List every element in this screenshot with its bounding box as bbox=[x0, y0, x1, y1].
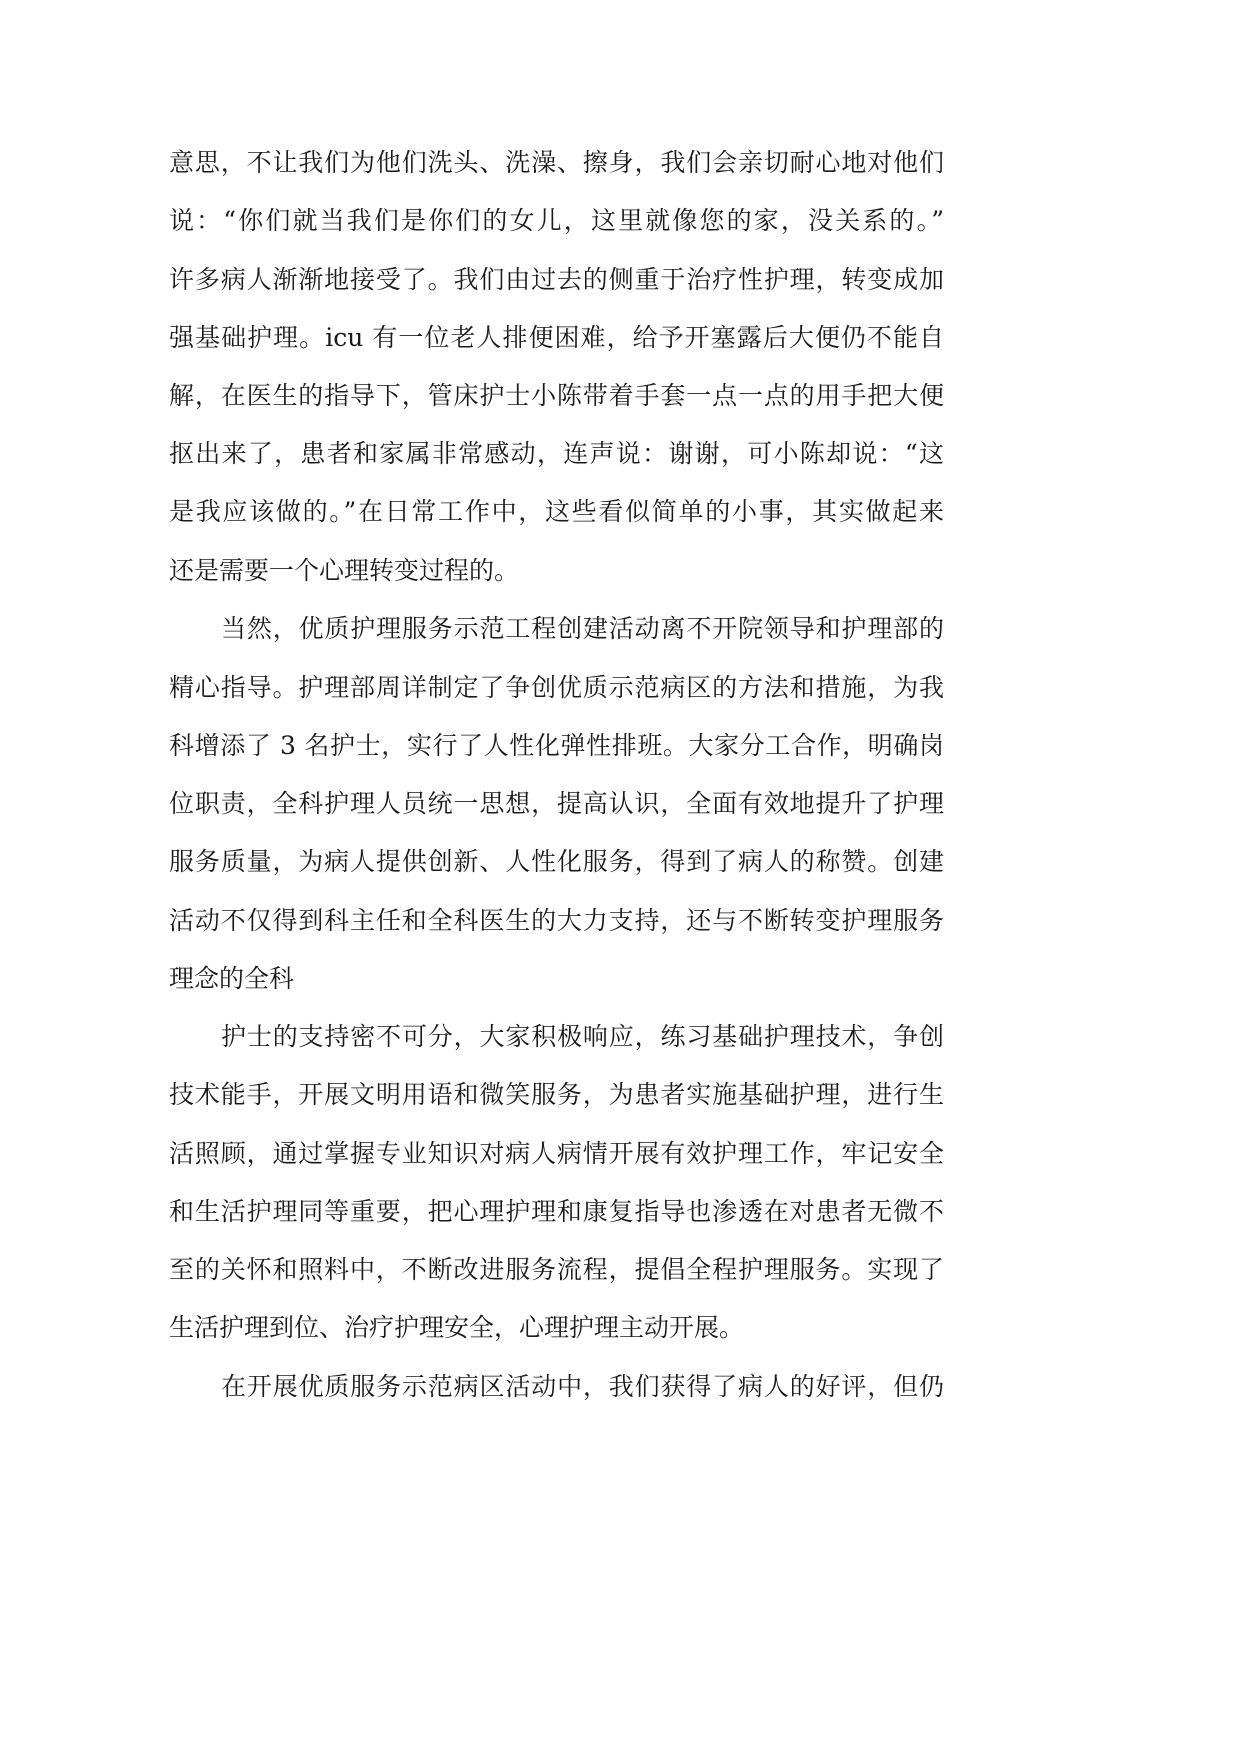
text-line: 活照顾，通过掌握专业知识对病人病情开展有效护理工作，牢记安全 bbox=[169, 1139, 944, 1168]
text-line: 生活护理到位、治疗护理安全，心理护理主动开展。 bbox=[169, 1313, 745, 1342]
text-line: 理念的全科 bbox=[169, 964, 295, 993]
text-line: 至的关怀和照料中，不断改进服务流程，提倡全程护理服务。实现了 bbox=[169, 1255, 944, 1284]
paragraph-first-line: 护士的支持密不可分，大家积极响应，练习基础护理技术，争创 bbox=[221, 1022, 944, 1051]
text-line: 许多病人渐渐地接受了。我们由过去的侧重于治疗性护理，转变成加 bbox=[169, 265, 944, 294]
text-line: 位职责，全科护理人员统一思想，提高认识，全面有效地提升了护理 bbox=[169, 789, 944, 818]
text-line: 服务质量，为病人提供创新、人性化服务，得到了病人的称赞。创建 bbox=[169, 847, 944, 876]
text-line: 科增添了 3 名护士，实行了人性化弹性排班。大家分工合作，明确岗 bbox=[169, 731, 944, 760]
paragraph-first-line: 在开展优质服务示范病区活动中，我们获得了病人的好评，但仍 bbox=[221, 1372, 944, 1401]
text-line: 活动不仅得到科主任和全科医生的大力支持，还与不断转变护理服务 bbox=[169, 906, 944, 935]
text-line: 抠出来了，患者和家属非常感动，连声说：谢谢，可小陈却说：“这 bbox=[169, 439, 944, 468]
text-line: 精心指导。护理部周详制定了争创优质示范病区的方法和措施，为我 bbox=[169, 673, 944, 702]
text-line: 技术能手，开展文明用语和微笑服务，为患者实施基础护理，进行生 bbox=[169, 1080, 944, 1109]
text-line: 说：“你们就当我们是你们的女儿，这里就像您的家，没关系的。” bbox=[169, 206, 944, 235]
text-line: 解，在医生的指导下，管床护士小陈带着手套一点一点的用手把大便 bbox=[169, 381, 944, 410]
text-line: 强基础护理。icu 有一位老人排便困难，给予开塞露后大便仍不能自 bbox=[169, 323, 944, 352]
text-line: 意思，不让我们为他们洗头、洗澡、擦身，我们会亲切耐心地对他们 bbox=[169, 148, 944, 177]
text-line: 是我应该做的。”在日常工作中，这些看似简单的小事，其实做起来 bbox=[169, 497, 944, 526]
paragraph-first-line: 当然，优质护理服务示范工程创建活动离不开院领导和护理部的 bbox=[221, 614, 944, 643]
text-line: 还是需要一个心理转变过程的。 bbox=[169, 556, 520, 585]
text-line: 和生活护理同等重要，把心理护理和康复指导也渗透在对患者无微不 bbox=[169, 1197, 944, 1226]
